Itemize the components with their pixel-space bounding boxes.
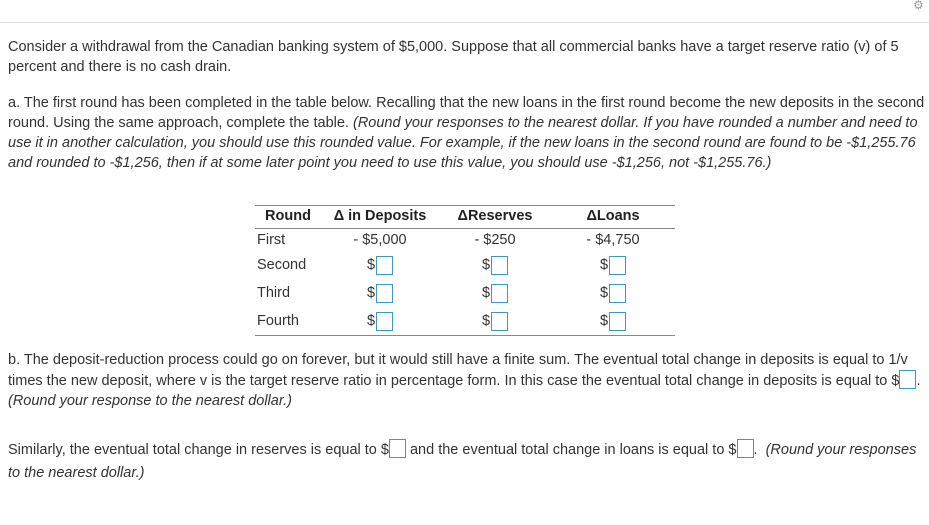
part-c-period: . xyxy=(753,442,758,458)
second-deposits-input[interactable] xyxy=(376,256,393,275)
question-intro: Consider a withdrawal from the Canadian banking system of $5,000. Suppose that all commercial banks have a target reserve ratio (v) of 5 percent and there is no cash drain. xyxy=(8,39,899,75)
total-reserves-input[interactable] xyxy=(389,439,406,458)
currency-symbol: $ xyxy=(599,257,609,273)
table-row-fourth xyxy=(255,307,675,336)
header-reserves: ΔReserves xyxy=(439,206,551,229)
table-row-second xyxy=(255,251,675,279)
header-round: Round xyxy=(255,206,321,229)
fourth-deposits-input[interactable] xyxy=(376,312,393,331)
round-label: Second xyxy=(257,257,307,273)
third-loans-input[interactable] xyxy=(609,284,626,303)
part-a-text xyxy=(8,93,925,173)
part-a-instruction: (Round your responses to the nearest dollar. If you have rounded a number and need to use it in another calculation, you should use this rounded value. For example, if the new loans in the second round are found to be -$1,255.76 and rounded to -$1,256, then if at some later point you need to use this value, you should use -$1,256, not -$1,255.76.) xyxy=(8,115,918,171)
table-row-third xyxy=(255,279,675,307)
second-loans-input[interactable] xyxy=(609,256,626,275)
part-a-prompt: a. The first round has been completed in the table below. Recalling that the new loans in the first round become the new deposits in the second round. Using the same approach, complete the table. xyxy=(8,95,925,131)
currency-symbol: $ xyxy=(366,285,376,301)
total-deposits-input[interactable] xyxy=(899,370,916,389)
deposits-value: - $5,000 xyxy=(353,232,407,248)
reserves-value: - $250 xyxy=(474,232,516,248)
currency-symbol: $ xyxy=(366,257,376,273)
total-loans-input[interactable] xyxy=(737,439,754,458)
part-b-instruction: (Round your response to the nearest dollar.) xyxy=(8,393,292,409)
header-deposits: Δ in Deposits xyxy=(321,206,439,229)
fourth-reserves-input[interactable] xyxy=(491,312,508,331)
part-b-prompt: b. The deposit-reduction process could go on forever, but it would still have a finite sum. The eventual total change in deposits is equal to 1/v times the new deposit, where v is the target reserve ratio in percentage form. In this case the eventual total change in deposits is equal to $ xyxy=(8,352,908,389)
part-c-text xyxy=(8,439,925,485)
currency-symbol: $ xyxy=(599,313,609,329)
part-c-prompt-reserves: Similarly, the eventual total change in reserves is equal to $ xyxy=(8,442,389,458)
second-reserves-input[interactable] xyxy=(491,256,508,275)
part-c-instruction: (Round your responses to the nearest dollar.) xyxy=(8,442,917,481)
part-c-prompt-loans: and the eventual total change in loans is equal to $ xyxy=(405,442,737,458)
currency-symbol: $ xyxy=(481,285,491,301)
third-reserves-input[interactable] xyxy=(491,284,508,303)
round-label: Third xyxy=(257,285,291,301)
top-divider xyxy=(0,22,929,23)
currency-symbol: $ xyxy=(599,285,609,301)
rounds-table xyxy=(255,205,675,336)
table-row-first xyxy=(255,229,675,252)
loans-value: - $4,750 xyxy=(586,232,640,248)
settings-icon[interactable]: ⚙ xyxy=(913,0,924,10)
currency-symbol: $ xyxy=(481,313,491,329)
round-label: First xyxy=(257,232,286,248)
fourth-loans-input[interactable] xyxy=(609,312,626,331)
currency-symbol: $ xyxy=(481,257,491,273)
part-b-period: . xyxy=(916,373,921,389)
third-deposits-input[interactable] xyxy=(376,284,393,303)
currency-symbol: $ xyxy=(366,313,376,329)
round-label: Fourth xyxy=(255,307,321,336)
table-header-row xyxy=(255,206,675,229)
part-b-text xyxy=(8,350,925,411)
header-loans: ΔLoans xyxy=(551,206,675,229)
